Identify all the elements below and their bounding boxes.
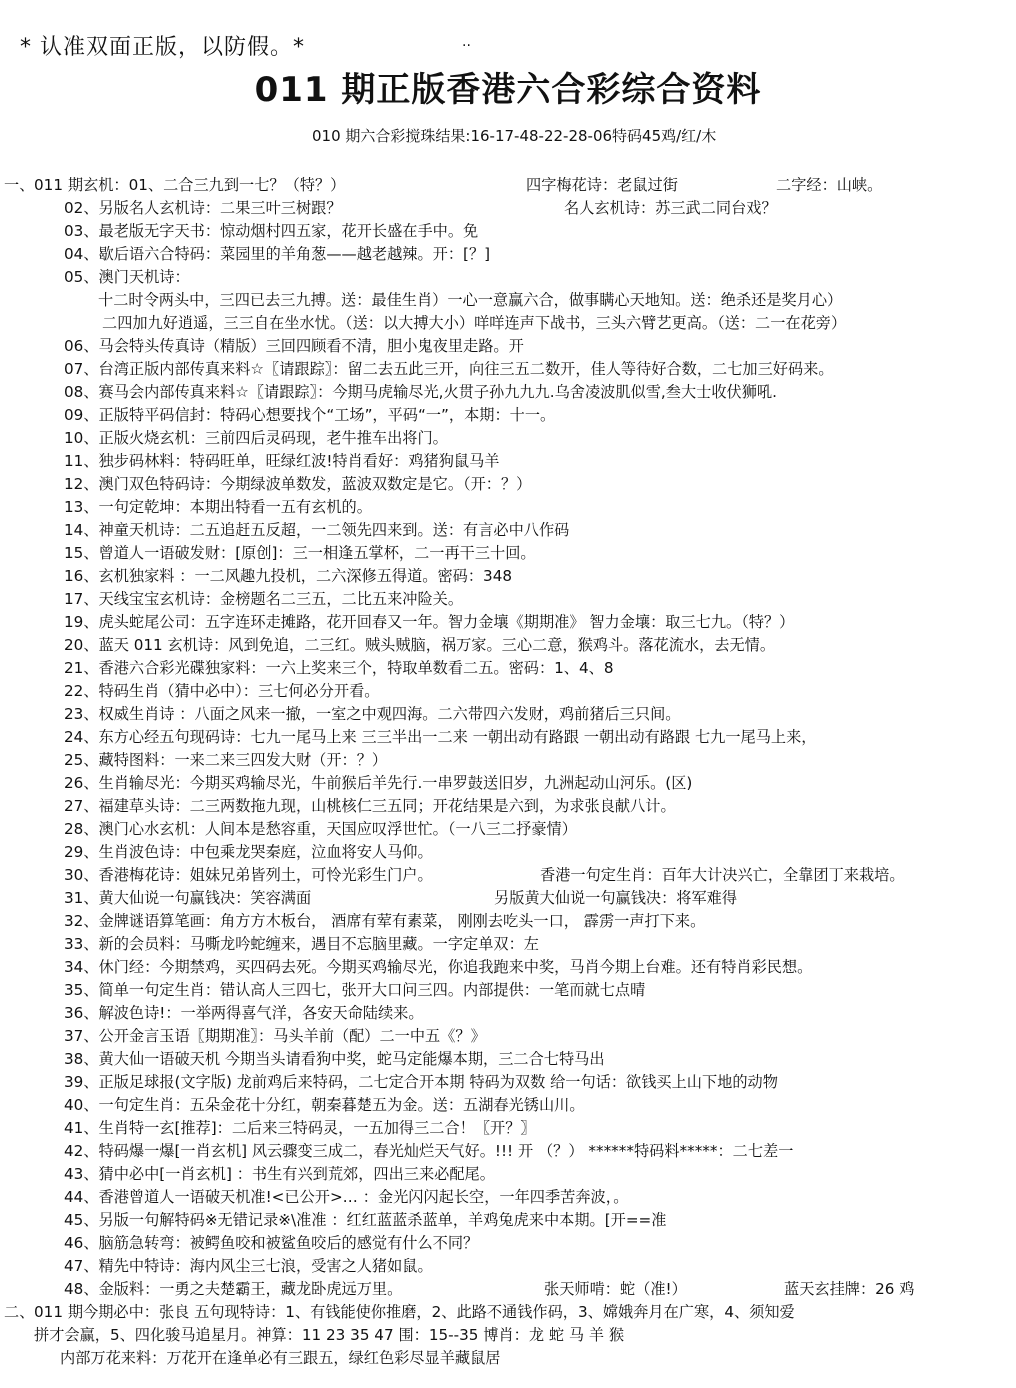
section2-line-1 <box>4 1301 1012 1324</box>
line-26: 26、生肖输尽光：今期买鸡输尽光，牛前猴后羊先行.一串罗鼓送旧岁，九洲起动山河乐。(区) <box>64 774 693 792</box>
section2-line-1-text: 011 期今期必中：张良 五句现特诗：1、有钱能使你推磨，2、此路不通钱作码，3、嫦娥奔月在广寒，4、须知爱 <box>34 1303 795 1321</box>
line-03: 03、最老版无字天书：惊动烟村四五家，花开长盛在手中。免 <box>64 222 479 240</box>
line-45: 45、另版一句解特码※无错记录※\准准 ：红红蓝蓝杀蓝单，羊鸡兔虎来中本期。[开==准 <box>64 1211 667 1229</box>
line-22: 22、特码生肖（猜中必中）：三七何必分开看。 <box>64 682 380 700</box>
line-32: 32、金牌谜语算笔画：角方方木板台， 酒席有荤有素菜， 刚刚去吃头一口， 霹雳一声打下来。 <box>64 912 706 930</box>
line-09: 09、正版特平码信封：特码心想要找个“工场”，平码“一”，本期：十一。 <box>64 406 556 424</box>
line-28: 28、澳门心水玄机：人间本是愁容重，天国应叹浮世忙。（一八三二抒豪情） <box>64 820 577 838</box>
line-16: 16、玄机独家料 ：一二风趣九投机，二六深修五得道。密码：348 <box>64 567 513 585</box>
line-19: 19、虎头蛇尾公司：五字连环走摊路，花开回春又一年。智力金壤《期期准》 智力金壤：取三七九。（特？） <box>64 613 795 631</box>
line-48-c: 蓝天玄挂牌：26 鸡 <box>784 1280 915 1298</box>
line-17: 17、天线宝宝玄机诗：金榜题名二三五，二比五来冲险关。 <box>64 590 464 608</box>
section1-marker: 一、 <box>4 176 35 194</box>
line-05b: 二四加九好逍遥，三三自在坐水忧。（送：以大搏大小）咩咩连声下战书，三头六臂艺更高。（送：二一在花旁） <box>102 314 847 332</box>
line-29: 29、生肖波色诗：中包乘龙哭秦庭，泣血将安人马仰。 <box>64 843 433 861</box>
line-12: 12、澳门双色特码诗：今期绿波单数发，蓝波双数定是它。（开：？） <box>64 475 532 493</box>
line-08: 08、赛马会内部传真来料☆〖请跟踪〗：今期马虎输尽光,火贯子孙九九九.乌舍凌波肌似雪,叁大士收伏狮吼. <box>64 383 777 401</box>
line-11: 11、独步码林料：特码旺单，旺绿红波!特肖看好：鸡猪狗鼠马羊 <box>64 452 500 470</box>
content <box>4 174 1012 1370</box>
line-25: 25、藏特图料：一来二来三四发大财（开：？） <box>64 751 388 769</box>
line-48-b: 张天师啃：蛇（准!） <box>544 1280 687 1298</box>
line-31-b: 另版黄大仙说一句赢钱决：将军难得 <box>494 889 737 907</box>
line-33: 33、新的会员料：马嘶龙吟蛇缠来，遇目不忘脑里藏。一字定单双：左 <box>64 935 539 953</box>
section2-line-2: 拼才会赢，5、四化骏马追星月。神算：11 23 35 47 围：15--35 博肖：龙 蛇 马 羊 猴 <box>34 1326 625 1344</box>
line-02 <box>4 197 1012 220</box>
line-30-a: 30、香港梅花诗：姐妹兄弟皆列土，可怜光彩生门户。 <box>64 866 433 884</box>
line-07: 07、台湾正版内部传真来料☆〖请跟踪〗：留二去五此三开，向往三五二数开，佳人等待好合数，二七加三好码来。 <box>64 360 834 378</box>
line-15: 15、曾道人一语破发财：[原创]：三一相逢五掌杯，二一再干三十回。 <box>64 544 536 562</box>
line-01-c: 二字经：山峡。 <box>776 176 883 194</box>
line-44: 44、香港曾道人一语破天机准!<已公开>… ：金光闪闪起长空，一年四季苦奔波，。 <box>64 1188 629 1206</box>
line-01-a: 011 期玄机：01、二合三九到一七？（特？） <box>34 176 346 194</box>
line-42: 42、特码爆一爆[一肖玄机] 风云骤变三成二，春光灿烂天气好。!!! 开 （？） ******特码料*****：二七差一 <box>64 1142 794 1160</box>
section2-marker: 二、 <box>4 1303 35 1321</box>
line-36: 36、解波色诗!：一举两得喜气洋，各安天命陆续来。 <box>64 1004 424 1022</box>
line-43: 43、猜中必中[一肖玄机] ：书生有兴到荒郊，四出三来必配尾。 <box>64 1165 495 1183</box>
line-02-a: 02、另版名人玄机诗：二果三叶三树跟？ <box>64 199 342 217</box>
line-20: 20、蓝天 011 玄机诗：风到免追，二三红。贼头贼脑，祸万家。三心二意，猴鸡斗。落花流水，去无情。 <box>64 636 776 654</box>
line-35: 35、简单一句定生肖：错认高人三四七，张开大口问三四。内部提供：一笔而就七点晴 <box>64 981 646 999</box>
notice: * 认准双面正版，以防假。* <box>20 35 305 60</box>
line-34: 34、休门经：今期禁鸡，买四码去死。今期买鸡输尽光，你追我跑来中奖，马肖今期上台难。还有特肖彩民想。 <box>64 958 813 976</box>
line-23: 23、权威生肖诗 ：八面之风来一撤，一室之中观四海。二六带四六发财，鸡前猪后三只间。 <box>64 705 681 723</box>
line-31 <box>4 887 1012 910</box>
line-14: 14、神童天机诗：二五追赶五反超，一二领先四来到。送：有言必中八作码 <box>64 521 570 539</box>
line-21: 21、香港六合彩光碟独家料：一六上奖来三个，特取单数看二五。密码：1、4、8 <box>64 659 614 677</box>
draw-result: 010 期六合彩搅珠结果:16-17-48-22-28-06特码45鸡/红/木 <box>312 127 717 145</box>
line-30 <box>4 864 1012 887</box>
line-01 <box>4 174 1012 197</box>
line-05a: 十二时令两头中，三四已去三九搏。送：最佳生肖）一心一意赢六合，做事瞒心天地知。送：绝杀还是奖月心） <box>98 291 843 309</box>
line-05: 05、澳门天机诗： <box>64 268 190 286</box>
section2-line-3: 内部万花来料：万花开在逢单必有三跟五，绿红色彩尽显羊藏鼠居 <box>60 1349 501 1367</box>
line-47: 47、精先中特诗：海内风尘三七浪，受害之人猪如鼠。 <box>64 1257 433 1275</box>
line-46: 46、脑筋急转弯：被鳄鱼咬和被鲨鱼咬后的感觉有什么不同？ <box>64 1234 479 1252</box>
line-10: 10、正版火烧玄机：三前四后灵码现，老牛推车出将门。 <box>64 429 448 447</box>
line-27: 27、福建草头诗：二三两数拖九现，山桃核仁三五同；开花结果是六到，为求张良献八计。 <box>64 797 676 815</box>
line-04: 04、歇后语六合特码：菜园里的羊角葱——越老越辣。开：[？] <box>64 245 491 263</box>
line-38: 38、黄大仙一语破天机 今期当头请看狗中奖，蛇马定能爆本期，三二合七特马出 <box>64 1050 605 1068</box>
line-48 <box>4 1278 1012 1301</box>
line-37: 37、公开金言玉语〖期期准〗：马头羊前（配）二一中五《？》 <box>64 1027 486 1045</box>
line-41: 41、生肖特一玄[推荐]：二后来三特码灵，一五加得三二合！〖开？〗 <box>64 1119 536 1137</box>
notice-dots: .. <box>462 34 471 50</box>
page-title: 011 期正版香港六合彩综合资料 <box>254 70 762 110</box>
line-24: 24、东方心经五句现码诗：七九一尾马上来 三三半出一二来 一朝出动有路跟 一朝出动有路跟 七九一尾马上来， <box>64 728 817 746</box>
line-39: 39、正版足球报(文字版) 龙前鸡后来特码，二七定合开本期 特码为双数 给一句话：欲钱买上山下地的动物 <box>64 1073 778 1091</box>
line-06: 06、马会特头传真诗（精版）三回四顾看不清，胆小鬼夜里走路。开 <box>64 337 524 355</box>
line-31-a: 31、黄大仙说一句赢钱决：笑容满面 <box>64 889 312 907</box>
line-30-b: 香港一句定生肖：百年大计决兴亡，全靠团丁来栽培。 <box>540 866 905 884</box>
line-48-a: 48、金版料：一勇之夫楚霸王，藏龙卧虎远万里。 <box>64 1280 403 1298</box>
line-02-b: 名人玄机诗：苏三武二同台戏？ <box>564 199 777 217</box>
line-01-b: 四字梅花诗：老鼠过街 <box>526 176 678 194</box>
line-40: 40、一句定生肖：五朵金花十分红，朝秦暮楚五为金。送：五湖春光锈山川。 <box>64 1096 585 1114</box>
line-13: 13、一句定乾坤：本期出特看一五有玄机的。 <box>64 498 372 516</box>
